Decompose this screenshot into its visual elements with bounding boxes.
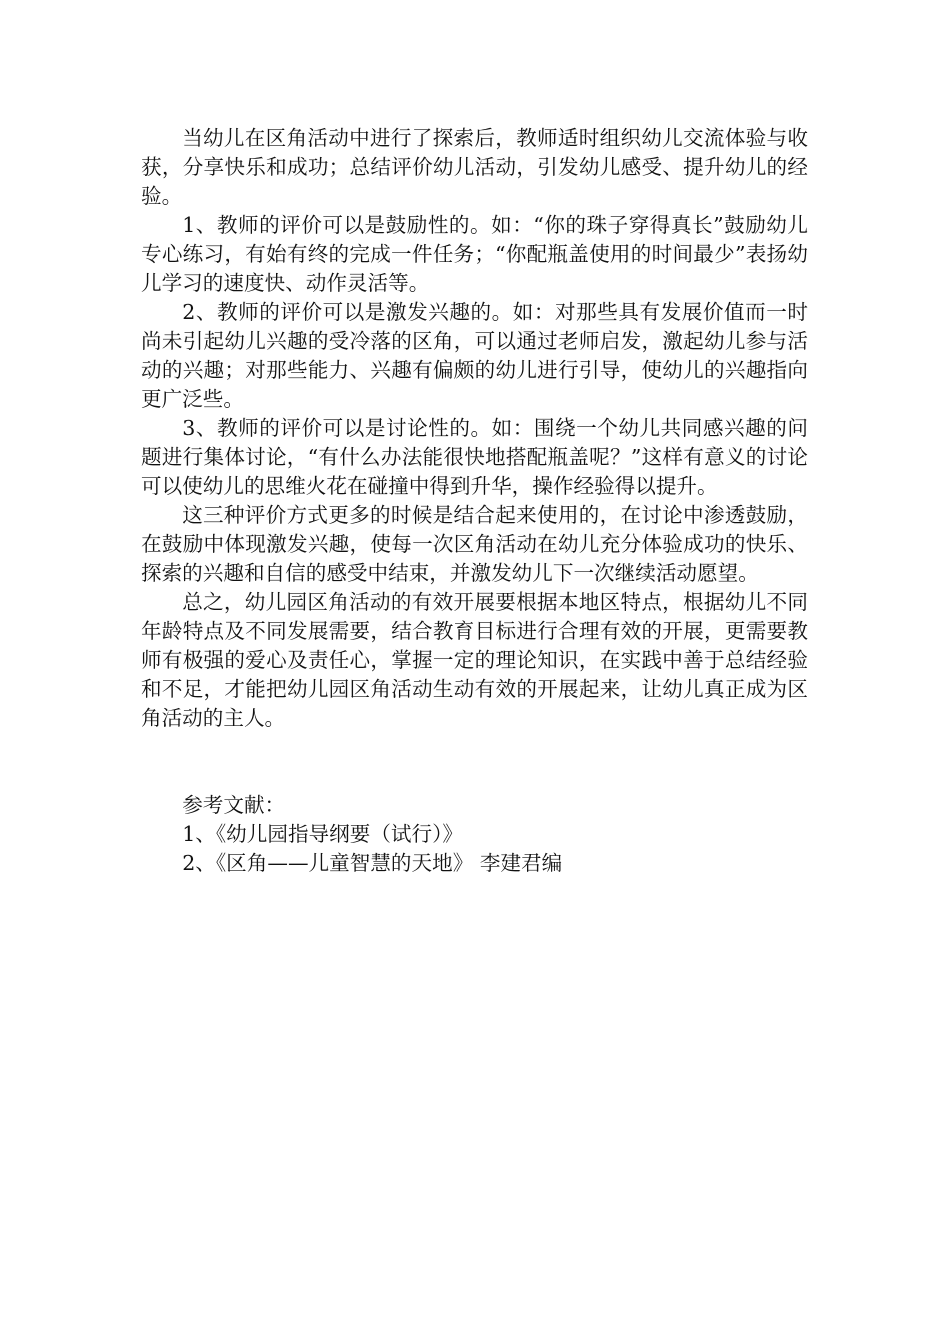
reference-item: 1、《幼儿园指导纲要（试行）》	[182, 822, 464, 846]
paragraph-discussion-evaluation: 3、教师的评价可以是讨论性的。如：围绕一个幼儿共同感兴趣的问题进行集体讨论，“有什么办法能很快地搭配瓶盖呢？”这样有意义的讨论可以使幼儿的思维火花在碰撞中得到升华，操作经验得以提升。	[141, 416, 808, 498]
paragraph-encouraging-evaluation: 1、教师的评价可以是鼓励性的。如：“你的珠子穿得真长”鼓励幼儿专心练习，有始有终的完成一件任务；“你配瓶盖使用的时间最少”表扬幼儿学习的速度快、动作灵活等。	[141, 213, 808, 295]
paragraph-intro: 当幼儿在区角活动中进行了探索后，教师适时组织幼儿交流体验与收获，分享快乐和成功；总结评价幼儿活动，引发幼儿感受、提升幼儿的经验。	[141, 126, 808, 208]
paragraph-conclusion: 总之，幼儿园区角活动的有效开展要根据本地区特点，根据幼儿不同年龄特点及不同发展需要，结合教育目标进行合理有效的开展，更需要教师有极强的爱心及责任心，掌握一定的理论知识，在实践中善于总结经验和不足，才能把幼儿园区角活动生动有效的开展起来，让幼儿真正成为区角活动的主人。	[141, 590, 808, 730]
references-heading: 参考文献：	[182, 793, 286, 817]
paragraph-combined-evaluation: 这三种评价方式更多的时候是结合起来使用的，在讨论中渗透鼓励，在鼓励中体现激发兴趣，使每一次区角活动在幼儿充分体验成功的快乐、探索的兴趣和自信的感受中结束，并激发幼儿下一次继续活动愿望。	[141, 503, 808, 585]
paragraph-interest-evaluation: 2、教师的评价可以是激发兴趣的。如：对那些具有发展价值而一时尚未引起幼儿兴趣的受冷落的区角，可以通过老师启发，激起幼儿参与活动的兴趣；对那些能力、兴趣有偏颇的幼儿进行引导，使幼儿的兴趣指向更广泛些。	[141, 300, 808, 411]
document-body	[141, 124, 808, 878]
references-section	[141, 791, 808, 878]
reference-item: 2、《区角——儿童智慧的天地》 李建君编	[182, 851, 563, 875]
